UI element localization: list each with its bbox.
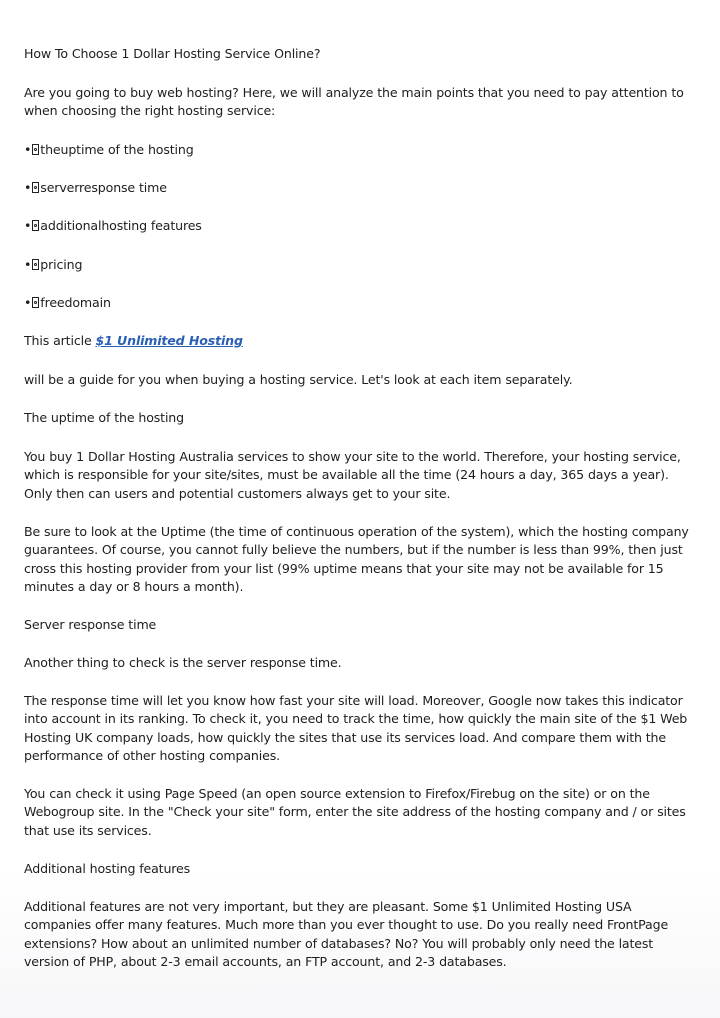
bullet-text-a: pricing	[40, 257, 83, 272]
missing-glyph-icon	[32, 297, 39, 308]
uptime-paragraph-2: Be sure to look at the Uptime (the time of continuous operation of the system), which the hosting company guarantees. Of course, you cannot fully believe the numbers, but if the number is less than 99%, then just cross this hosting provider from your list (99% uptime means that your site may not be available for 15 minutes a day or 8 hours a month).	[24, 524, 689, 594]
bullet-item-features	[24, 217, 700, 235]
heading-uptime: The uptime of the hosting	[24, 410, 184, 425]
intro-paragraph: Are you going to buy web hosting? Here, we will analyze the main points that you need to pay attention to when choosing the right hosting service:	[24, 85, 684, 119]
bullet-text-b: hosting features	[101, 218, 202, 233]
bullet-item-pricing	[24, 256, 700, 274]
bullet-marker: •	[24, 180, 32, 195]
response-paragraph-1: Another thing to check is the server response time.	[24, 655, 342, 670]
bullet-item-domain	[24, 294, 700, 312]
bullet-text-a: free	[40, 295, 65, 310]
guide-paragraph: will be a guide for you when buying a hosting service. Let's look at each item separately.	[24, 372, 573, 387]
uptime-paragraph-1: You buy 1 Dollar Hosting Australia services to show your site to the world. Therefore, your hosting service, which is responsible for your site/sites, must be available all the time (24 hours a day, 365 days a year). Only then can users and potential customers always get to your site.	[24, 449, 681, 501]
bullet-marker: •	[24, 295, 32, 310]
bullet-marker: •	[24, 142, 32, 157]
document-title: How To Choose 1 Dollar Hosting Service Online?	[24, 46, 321, 61]
bullet-item-uptime	[24, 141, 700, 159]
bullet-item-response	[24, 179, 700, 197]
heading-features: Additional hosting features	[24, 861, 191, 876]
unlimited-hosting-link[interactable]: $1 Unlimited Hosting	[95, 333, 243, 348]
bullet-text-a: additional	[40, 218, 102, 233]
bullet-text-b: response time	[79, 180, 167, 195]
features-paragraph-1: Additional features are not very important, but they are pleasant. Some $1 Unlimited Hosting USA companies offer many features. Much more than you ever thought to use. Do you really need FrontPage extensions? How about an unlimited number of databases? No? You will probably only need the latest version of PHP, about 2-3 email accounts, an FTP account, and 2-3 databases.	[24, 899, 669, 969]
bullet-marker: •	[24, 218, 32, 233]
heading-response-time: Server response time	[24, 617, 157, 632]
bullet-text-a: server	[40, 180, 80, 195]
response-paragraph-3: You can check it using Page Speed (an open source extension to Firefox/Firebug on the site) or on the Webogroup site. In the "Check your site" form, enter the site address of the hosting company and / or sites that use its services.	[24, 786, 686, 838]
missing-glyph-icon	[32, 259, 39, 270]
article-line	[24, 332, 700, 350]
bullet-marker: •	[24, 257, 32, 272]
bullet-text-b: domain	[64, 295, 111, 310]
bullet-text-a: the	[40, 142, 61, 157]
bullet-text-b: uptime of the hosting	[60, 142, 194, 157]
response-paragraph-2: The response time will let you know how fast your site will load. Moreover, Google now takes this indicator into account in its ranking. To check it, you need to track the time, how quickly the main site of the $1 Web Hosting UK company loads, how quickly the sites that use its services load. And compare them with the performance of other hosting companies.	[24, 693, 688, 763]
article-prefix: This article	[24, 333, 96, 348]
missing-glyph-icon	[32, 144, 39, 155]
missing-glyph-icon	[32, 182, 39, 193]
missing-glyph-icon	[32, 220, 39, 231]
